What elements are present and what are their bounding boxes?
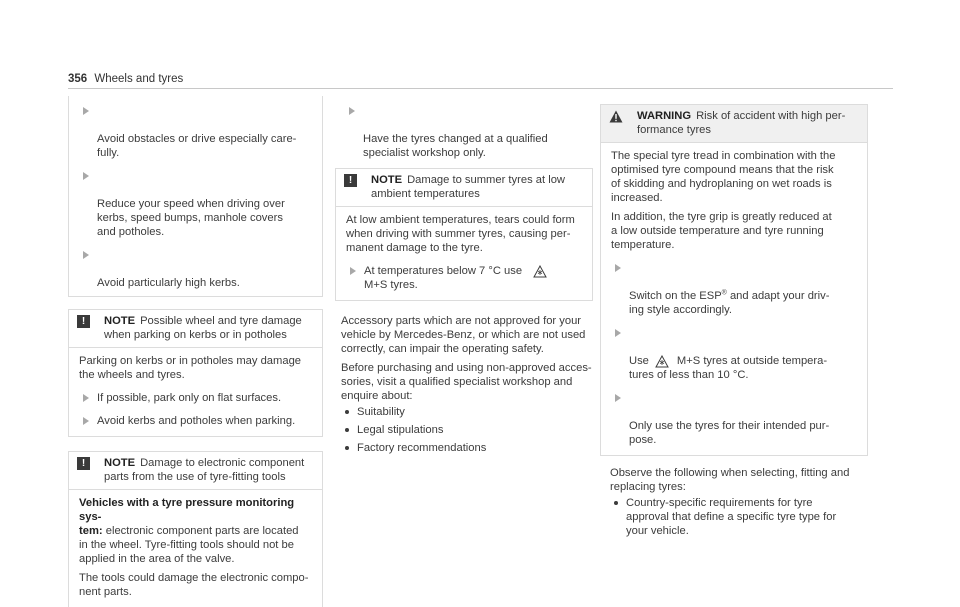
note-header — [336, 169, 592, 207]
list-item: Factory recommendations — [341, 441, 593, 455]
note-box-electronic-damage — [68, 451, 323, 607]
right-triangle-arrow-icon — [83, 172, 89, 180]
snowflake-mountain-icon — [533, 265, 547, 278]
accessory-section — [323, 314, 593, 455]
right-triangle-arrow-icon — [350, 267, 356, 275]
page-header — [68, 72, 183, 86]
paragraph: Before purchasing and using non-approved acces- sories, visit a qualified specialist workshop and enquire about: — [341, 362, 592, 402]
right-triangle-arrow-icon — [83, 394, 89, 402]
list-item: Country-specific requirements for tyre approval that define a specific tyre type for your vehicle. — [610, 496, 868, 538]
note-header — [69, 310, 322, 348]
bullet-item: Only use the tyres for their intended pur- pose. — [601, 391, 859, 447]
list-item: Legal stipulations — [341, 423, 593, 437]
warning-header — [601, 105, 867, 143]
note-title: Damage to summer tyres at low ambient temperatures — [371, 174, 565, 200]
header-rule — [68, 88, 893, 89]
note-header — [69, 452, 322, 490]
note-label: NOTE — [104, 457, 136, 469]
requirements-list — [610, 496, 868, 538]
warning-text: The special tyre tread in combination with the optimised tyre compound means that the risk of skidding and hydroplaning on wet roads is increased. — [611, 150, 836, 204]
bullet-dot-icon — [345, 428, 349, 432]
right-triangle-arrow-icon — [83, 417, 89, 425]
bullet-item: Avoid obstacles or drive especially care- fully. — [69, 104, 322, 160]
note-title: Damage to electronic component parts from the use of tyre-fitting tools — [104, 457, 305, 483]
tyre-selection-section — [600, 466, 868, 538]
top-bullets-box — [68, 96, 323, 297]
list-item: Suitability — [341, 405, 593, 419]
warning-triangle-icon — [609, 110, 623, 123]
note-body — [336, 207, 592, 300]
right-triangle-arrow-icon — [615, 329, 621, 337]
warning-title: Risk of accident with high per- formance tyres — [637, 110, 846, 136]
note-bold-lead: Vehicles with a tyre pressure monitoring sys- tem: — [79, 497, 295, 537]
note-text: At low ambient temperatures, tears could form when driving with summer tyres, causing per- manent damage to the tyre. — [346, 214, 575, 254]
note-body — [69, 490, 322, 607]
right-triangle-arrow-icon — [615, 394, 621, 402]
top-bullet-box — [323, 96, 593, 160]
note-exclamation-icon: ! — [344, 174, 357, 187]
note-text: Parking on kerbs or in potholes may damage the wheels and tyres. — [79, 355, 302, 381]
right-triangle-arrow-icon — [83, 251, 89, 259]
warning-box — [600, 104, 868, 456]
warning-label: WARNING — [637, 110, 692, 122]
paragraph: Accessory parts which are not approved for your vehicle by Mercedes-Benz, or which are not used correctly, can impair the operating safety. — [341, 315, 586, 355]
column-2 — [323, 96, 593, 459]
paragraph: Observe the following when selecting, fitting and replacing tyres: — [610, 467, 850, 493]
warning-text: In addition, the tyre grip is greatly reduced at a low outside temperature and tyre running temperature. — [611, 211, 832, 251]
page-number: 356 — [68, 73, 88, 85]
note-text: The tools could damage the electronic compo- nent parts. — [79, 572, 309, 598]
column-3 — [600, 104, 868, 542]
bullet-item: Have the tyres changed at a qualified specialist workshop only. — [335, 104, 593, 160]
note-exclamation-icon: ! — [77, 315, 90, 328]
bullet-dot-icon — [345, 446, 349, 450]
note-label: NOTE — [371, 174, 403, 186]
page-title: Wheels and tyres — [94, 73, 184, 85]
bullet-item: If possible, park only on flat surfaces. — [69, 391, 314, 405]
note-label: NOTE — [104, 315, 136, 327]
bullet-item: Use M+S tyres at outside tempera- tures of less than 10 °C. — [601, 326, 859, 382]
note-title: Possible wheel and tyre damage when parking on kerbs or in potholes — [104, 315, 302, 341]
note-box-wheel-damage — [68, 309, 323, 437]
note-body — [69, 348, 322, 436]
bullet-item: Reduce your speed when driving over kerbs, speed bumps, manhole covers and potholes. — [69, 169, 322, 239]
right-triangle-arrow-icon — [615, 264, 621, 272]
warning-body — [601, 143, 867, 455]
bullet-dot-icon — [345, 410, 349, 414]
bullet-item: At temperatures below 7 °C use M+S tyres. — [336, 264, 584, 292]
bullet-item: Switch on the ESP® and adapt your driv- ing style accordingly. — [601, 261, 859, 317]
bullet-item: Avoid particularly high kerbs. — [69, 248, 322, 290]
snowflake-mountain-icon — [655, 355, 669, 368]
note-text: electronic component parts are located in the wheel. Tyre-fitting tools should not be applied in the area of the valve. — [79, 525, 299, 565]
note-exclamation-icon: ! — [77, 457, 90, 470]
note-box-summer-tyres — [335, 168, 593, 301]
enquiry-list — [341, 405, 593, 455]
column-1 — [68, 96, 323, 607]
right-triangle-arrow-icon — [349, 107, 355, 115]
bullet-item: Avoid kerbs and potholes when parking. — [69, 414, 314, 428]
bullet-dot-icon — [614, 501, 618, 505]
right-triangle-arrow-icon — [83, 107, 89, 115]
